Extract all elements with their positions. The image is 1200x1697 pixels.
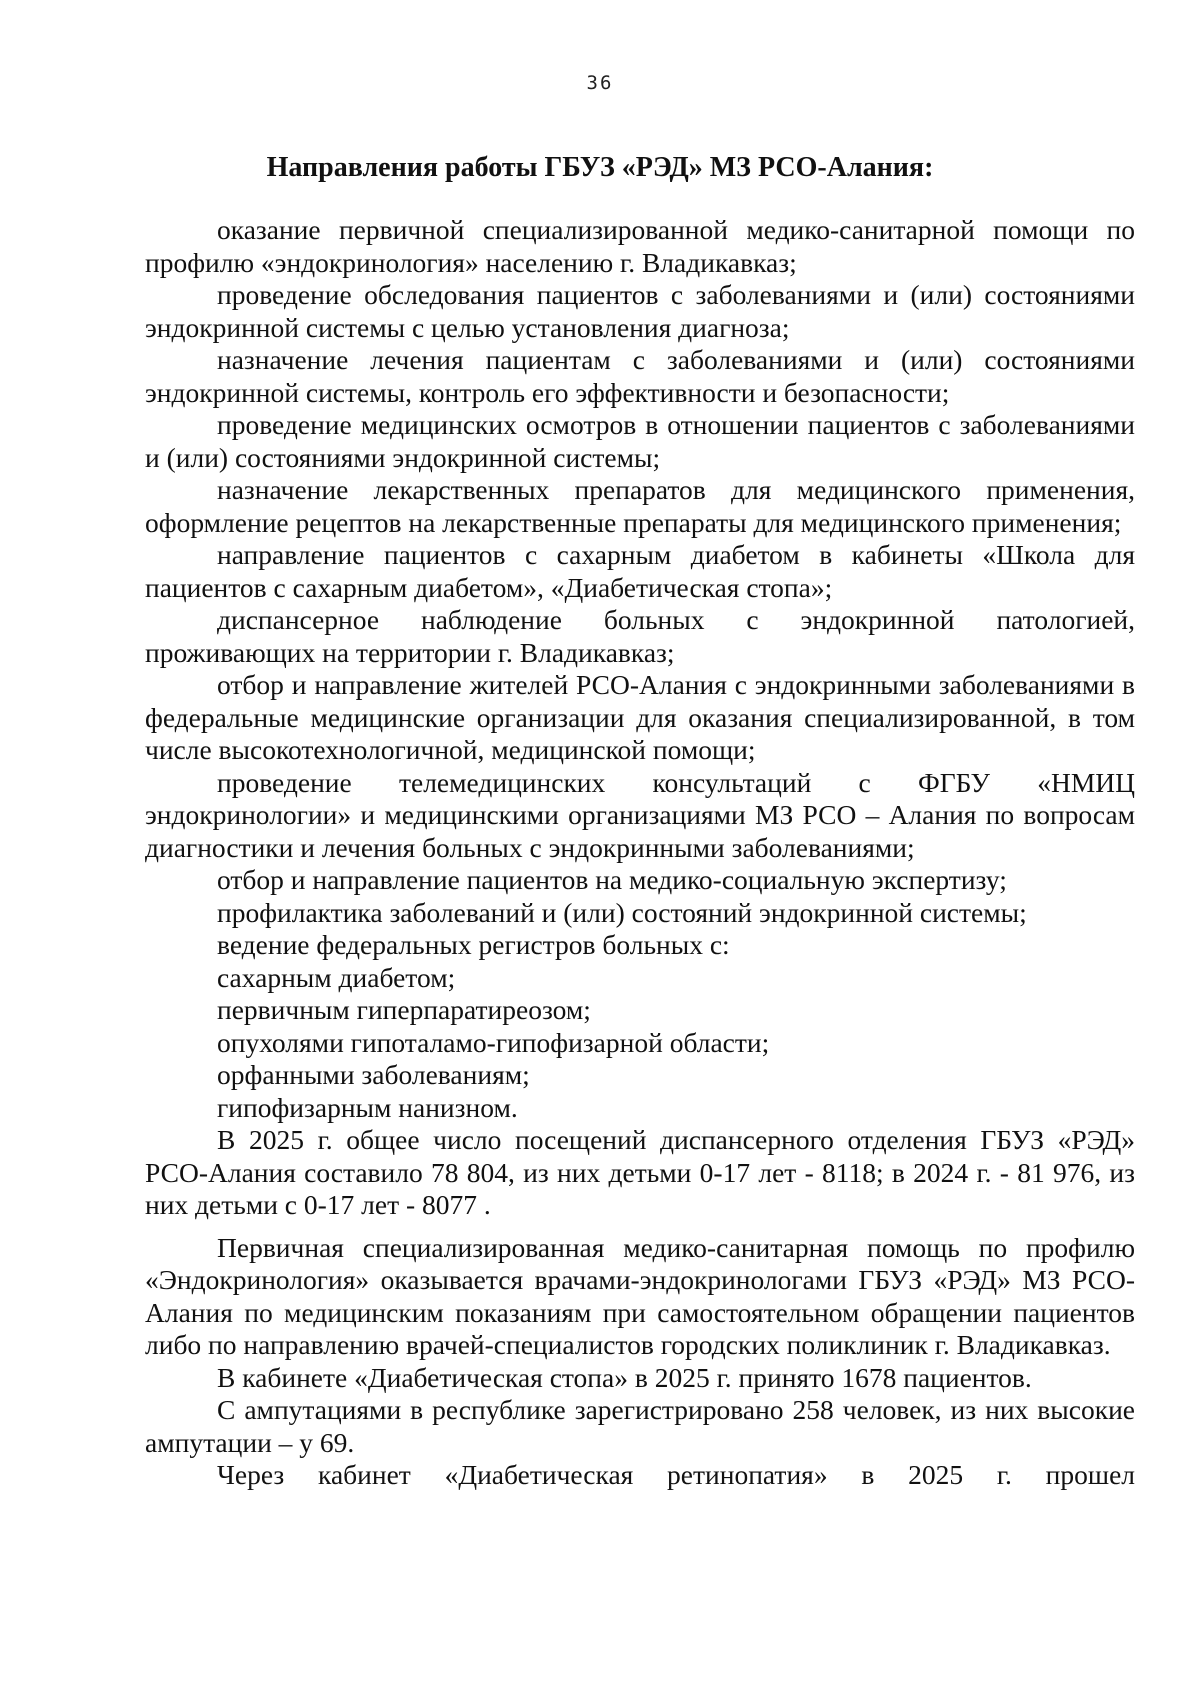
body-text [145, 214, 1135, 1492]
paragraph: оказание первичной специализированной медико-санитарной помощи по профилю «эндокринология» населению г. Владикавказ; [145, 214, 1135, 278]
paragraph: Первичная специализированная медико-санитарная помощь по профилю «Эндокринология» оказывается врачами-эндокринологами ГБУЗ «РЭД» МЗ РСО-Алания по медицинским показаниям при самостоятельном обращении пациентов либо по направлению врачей-специалистов городских поликлиник г. Владикавказ. [145, 1231, 1135, 1360]
paragraph: диспансерное наблюдение больных с эндокринной патологией, проживающих на территории г. Владикавказ; [145, 604, 1135, 668]
paragraph: С ампутациями в республике зарегистрировано 258 человек, из них высокие ампутации – у 69. [145, 1394, 1135, 1458]
registry-item: опухолями гипоталамо-гипофизарной области; [217, 1026, 770, 1058]
paragraph: отбор и направление жителей РСО-Алания с эндокринными заболеваниями в федеральные медицинские организации для оказания специализированной, в том числе высокотехнологичной, медицинской помощи; [145, 669, 1135, 765]
paragraph: проведение обследования пациентов с заболеваниями и (или) состояниями эндокринной системы с целью установления диагноза; [145, 279, 1135, 343]
registry-item: гипофизарным нанизном. [217, 1091, 518, 1123]
paragraph: назначение лекарственных препаратов для медицинского применения, оформление рецептов на лекарственные препараты для медицинского применения; [145, 474, 1135, 538]
paragraph: направление пациентов с сахарным диабетом в кабинеты «Школа для пациентов с сахарным диабетом», «Диабетическая стопа»; [145, 539, 1135, 603]
registry-item: первичным гиперпаратиреозом; [217, 994, 591, 1025]
page-number: 36 [586, 72, 614, 94]
paragraph: В кабинете «Диабетическая стопа» в 2025 г. принято 1678 пациентов. [217, 1361, 1032, 1393]
paragraph: проведение телемедицинских консультаций с ФГБУ «НМИЦ эндокринологии» и медицинскими организациями МЗ РСО – Алания по вопросам диагностики и лечения больных с эндокринными заболеваниями; [145, 766, 1135, 863]
paragraph: проведение медицинских осмотров в отношении пациентов с заболеваниями и (или) состояниями эндокринной системы; [145, 409, 1135, 473]
registry-item: орфанными заболеваниям; [217, 1059, 530, 1090]
paragraph: ведение федеральных регистров больных с: [217, 929, 730, 960]
paragraph: назначение лечения пациентам с заболеваниями и (или) состояниями эндокринной системы, контроль его эффективности и безопасности; [145, 344, 1135, 408]
paragraph: отбор и направление пациентов на медико-социальную экспертизу; [217, 864, 1007, 895]
paragraph: профилактика заболеваний и (или) состояний эндокринной системы; [217, 896, 1027, 928]
section-heading: Направления работы ГБУЗ «РЭД» МЗ РСО-Алания: [266, 152, 934, 183]
paragraph: Через кабинет «Диабетическая ретинопатия» в 2025 г. прошел [217, 1459, 1135, 1490]
paragraph: В 2025 г. общее число посещений диспансерного отделения ГБУЗ «РЭД» РСО-Алания составило 78 804, из них детьми 0-17 лет - 8118; в 2024 г. - 81 976, из них детьми с 0-17 лет - 8077 . [145, 1124, 1135, 1220]
registry-item: сахарным диабетом; [217, 961, 456, 993]
